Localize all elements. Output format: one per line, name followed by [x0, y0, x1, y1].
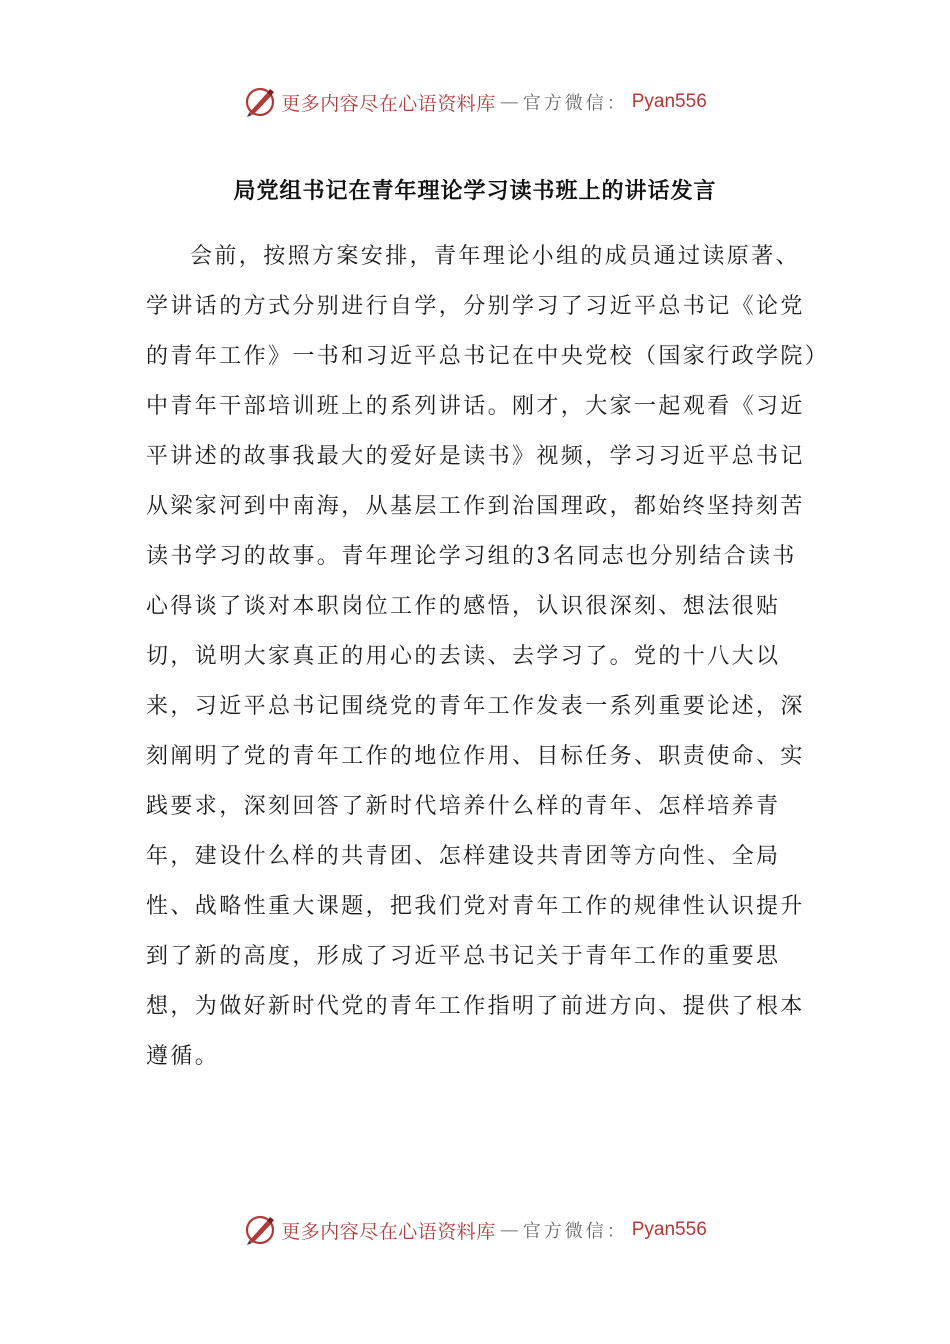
banner-title: 更多内容尽在心语资料库: [281, 92, 496, 115]
banner-wechat-id: Pyan556: [631, 1219, 707, 1240]
footer-banner: [0, 1210, 950, 1250]
banner-wechat-label: 官方微信：: [522, 93, 628, 114]
banner-title: 更多内容尽在心语资料库: [281, 1220, 496, 1243]
header-banner: [0, 82, 950, 122]
banner-wechat-label: 官方微信：: [522, 1221, 628, 1242]
banner-dash: —: [499, 91, 519, 113]
pen-circle-icon: [243, 1213, 277, 1247]
document-paragraph: 会前，按照方案安排，青年理论小组的成员通过读原著、学讲话的方式分别进行自学，分别学习了习近平总书记《论党的青年工作》一书和习近平总书记在中央党校（国家行政学院）中青年干部培训班上的系列讲话。刚才，大家一起观看《习近平讲述的故事我最大的爱好是读书》视频，学习习近平总书记从梁家河到中南海，从基层工作到治国理政，都始终坚持刻苦读书学习的故事。青年理论学习组的3名同志也分别结合读书心得谈了谈对本职岗位工作的感悟，认识很深刻、想法很贴切，说明大家真正的用心的去读、去学习了。党的十八大以来，习近平总书记围绕党的青年工作发表一系列重要论述，深刻阐明了党的青年工作的地位作用、目标任务、职责使命、实践要求，深刻回答了新时代培养什么样的青年、怎样培养青年，建设什么样的共青团、怎样建设共青团等方向性、全局性、战略性重大课题，把我们党对青年工作的规律性认识提升到了新的高度，形成了习近平总书记关于青年工作的重要思想，为做好新时代党的青年工作指明了前进方向、提供了根本遵循。: [146, 244, 819, 1069]
banner-dash: —: [499, 1219, 519, 1241]
document-title: 局党组书记在青年理论学习读书班上的讲话发言: [233, 179, 717, 204]
header-banner-content: [243, 85, 707, 119]
pen-circle-icon: [243, 85, 277, 119]
footer-banner-content: [243, 1213, 707, 1247]
banner-wechat-id: Pyan556: [631, 91, 707, 112]
